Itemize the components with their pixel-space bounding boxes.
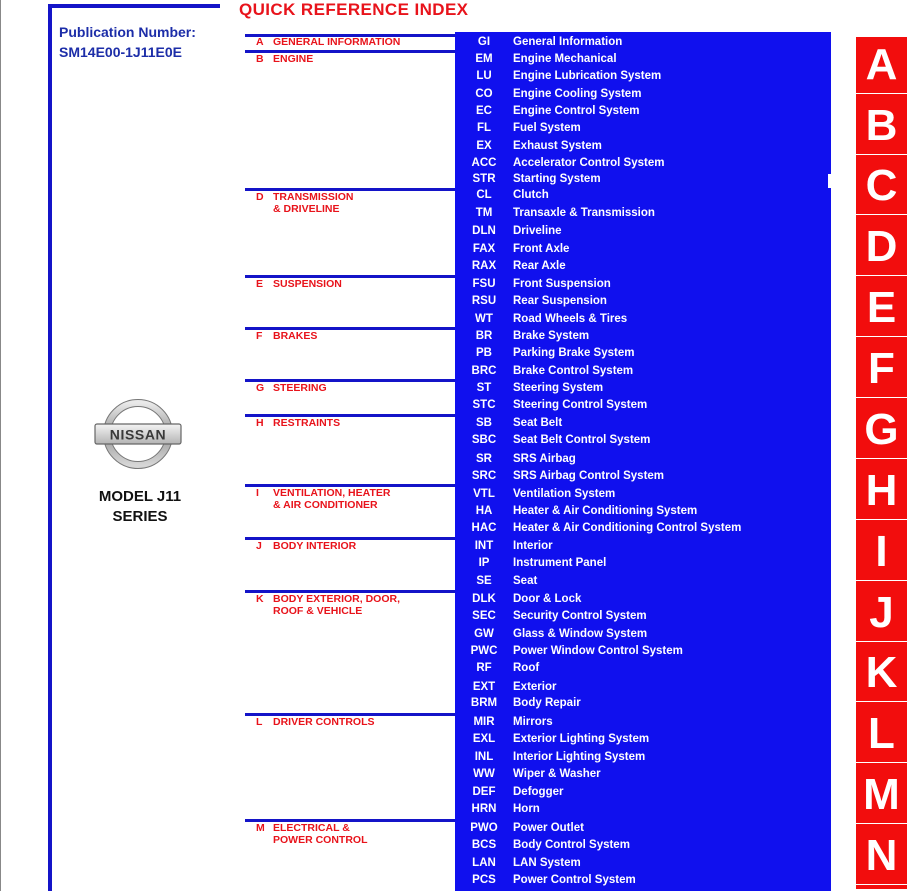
entry-name: Glass & Window System [513,628,648,640]
index-entry-exl[interactable] [455,731,831,748]
section-title-line: BRAKES [273,330,318,342]
index-entry-wt[interactable] [455,311,831,328]
entry-name: Engine Lubrication System [513,70,662,82]
section-letter: D [256,191,264,203]
index-entry-gw[interactable] [455,626,831,643]
entry-name: Security Control System [513,610,647,622]
entry-code: SRC [471,470,497,482]
entry-name: Brake System [513,330,590,342]
entry-code: FSU [472,278,496,290]
section-title-line: GENERAL INFORMATION [273,36,401,48]
entry-code: EXL [472,733,496,745]
index-entry-lu[interactable] [455,68,831,85]
index-entry-bcs[interactable] [455,837,831,854]
index-entry-dlk[interactable] [455,591,831,608]
entry-code: RSU [471,295,497,307]
entry-code: STR [472,173,496,185]
index-entry-sec[interactable] [455,608,831,625]
index-entry-acc[interactable] [455,155,831,172]
entry-code: SB [476,417,492,429]
entry-name: Wiper & Washer [513,768,601,780]
section-letter: I [256,487,259,499]
index-entry-vtl[interactable] [455,486,831,503]
index-entry-fax[interactable] [455,241,831,258]
entry-code: EXT [472,681,496,693]
panel-left-rule [48,4,52,891]
entry-name: Seat Belt [513,417,563,429]
index-entry-ec[interactable] [455,103,831,120]
entry-code: EC [476,105,492,117]
section-title-line: RESTRAINTS [273,417,341,429]
entry-code: HRN [471,803,497,815]
entry-name: Exhaust System [513,140,602,152]
section-label-l[interactable] [256,717,375,729]
entry-name: Transaxle & Transmission [513,207,655,219]
index-entry-lan[interactable] [455,855,831,872]
index-entry-ext[interactable] [455,679,831,696]
index-entry-cl[interactable] [455,187,831,204]
index-entry-brm[interactable] [455,695,831,712]
section-label-d[interactable] [256,192,354,215]
entry-name: Roof [513,662,540,674]
index-entry-sr[interactable] [455,451,831,468]
entry-name: Parking Brake System [513,347,635,359]
tab-f[interactable]: F [856,341,907,397]
tab-n[interactable]: N [856,828,907,884]
publication-number: SM14E00-1J11E0E [59,44,182,60]
section-label-i[interactable] [256,488,390,511]
entry-name: Rear Axle [513,260,566,272]
entry-code: WW [473,768,495,780]
index-entry-str[interactable] [455,171,831,188]
entry-name: Steering System [513,382,604,394]
entry-code: TM [475,207,493,219]
entry-code: GI [477,36,491,48]
entry-code: GW [474,628,494,640]
section-title-line: POWER CONTROL [273,833,368,846]
section-letter: A [256,36,264,48]
entry-name: SRS Airbag Control System [513,470,665,482]
tab-e[interactable]: E [856,280,907,336]
nissan-logo [93,399,183,469]
entry-code: PWO [470,822,498,834]
index-entry-se[interactable] [455,573,831,590]
section-label-a[interactable] [256,37,400,49]
section-label-m[interactable] [256,823,368,846]
entry-code: WT [475,313,493,325]
index-entry-tm[interactable] [455,205,831,222]
panel-top-rule [48,4,220,8]
section-label-k[interactable] [256,594,400,617]
entry-name: Mirrors [513,716,553,728]
index-entry-pwc[interactable] [455,643,831,660]
entry-code: INT [474,540,494,552]
publication-label: Publication Number: [59,24,196,40]
index-entry-br[interactable] [455,328,831,345]
entry-code: ST [476,382,492,394]
index-entry-dln[interactable] [455,223,831,240]
section-title-line: ELECTRICAL & [273,822,350,834]
index-entry-em[interactable] [455,51,831,68]
section-label-e[interactable] [256,279,342,291]
entry-code: DEF [472,786,496,798]
section-letter: G [256,382,265,394]
tab-h[interactable]: H [856,463,907,519]
entry-name: Rear Suspension [513,295,607,307]
index-entry-rf[interactable] [455,660,831,677]
entry-code: PCS [472,874,496,886]
entry-name: Body Repair [513,697,581,709]
index-entry-src[interactable] [455,468,831,485]
page-left-edge [0,0,1,891]
tab-m[interactable]: M [856,767,907,823]
index-entry-rax[interactable] [455,258,831,275]
entry-code: BCS [471,839,497,851]
section-letter: H [256,417,264,429]
section-title-line: ROOF & VEHICLE [273,604,363,617]
entry-name: Engine Cooling System [513,88,642,100]
index-entry-hac[interactable] [455,520,831,537]
section-title-line: BODY EXTERIOR, DOOR, [273,593,400,605]
index-entry-pwo[interactable] [455,820,831,837]
section-letter: M [256,822,265,834]
index-entry-ww[interactable] [455,766,831,783]
section-title-line: & AIR CONDITIONER [273,498,378,511]
tab-j[interactable]: J [856,585,907,641]
tab-b[interactable]: B [856,98,907,154]
section-title-line: DRIVER CONTROLS [273,716,375,728]
index-entry-ha[interactable] [455,503,831,520]
entry-name: Body Control System [513,839,630,851]
tab-underline [856,885,907,889]
entry-name: Brake Control System [513,365,634,377]
entry-name: Fuel System [513,122,581,134]
entry-code: SE [476,575,492,587]
entry-name: Starting System [513,173,601,185]
index-entry-fl[interactable] [455,120,831,137]
entry-name: Road Wheels & Tires [513,313,628,325]
entry-name: Heater & Air Conditioning System [513,505,698,517]
section-letter: L [256,716,263,728]
section-letter: E [256,278,264,290]
index-entry-fsu[interactable] [455,276,831,293]
tab-i[interactable]: I [856,524,907,580]
tab-l[interactable]: L [856,706,907,762]
section-title-line: BODY INTERIOR [273,540,357,552]
entry-name: Clutch [513,189,549,201]
entry-code: RF [476,662,492,674]
entry-code: RAX [471,260,497,272]
entry-name: Driveline [513,225,562,237]
model-label: MODEL J11 SERIES [98,488,182,525]
tab-g[interactable]: G [856,402,907,458]
entry-code: SR [476,453,492,465]
index-entry-hrn[interactable] [455,801,831,818]
entry-name: Exterior Lighting System [513,733,650,745]
entry-code: BRC [471,365,497,377]
entry-name: Steering Control System [513,399,648,411]
section-label-b[interactable] [256,54,313,66]
entry-code: LU [476,70,492,82]
entry-name: Power Window Control System [513,645,683,657]
entry-code: FL [476,122,492,134]
entry-code: PWC [470,645,498,657]
section-title-line: & DRIVELINE [273,202,340,215]
section-label-j[interactable] [256,541,356,553]
section-title-line: VENTILATION, HEATER [273,487,391,499]
entry-name: Interior Lighting System [513,751,646,763]
entry-code: LAN [472,857,496,869]
entry-name: Power Outlet [513,822,584,834]
entry-name: Seat Belt Control System [513,434,651,446]
index-entry-sbc[interactable] [455,432,831,449]
section-title-line: TRANSMISSION [273,191,354,203]
entry-name: Instrument Panel [513,557,607,569]
tab-k[interactable]: K [856,645,907,701]
section-letter: F [256,330,263,342]
index-entry-ip[interactable] [455,555,831,572]
entry-code: FAX [472,243,496,255]
index-entry-gi[interactable] [455,34,831,51]
entry-code: DLK [472,593,496,605]
entry-code: ACC [471,157,497,169]
section-title-line: STEERING [273,382,327,394]
logo-text: NISSAN [109,426,167,443]
entry-name: Exterior [513,681,557,693]
entry-name: Power Control System [513,874,636,886]
tab-c[interactable]: C [856,158,907,214]
index-entry-int[interactable] [455,538,831,555]
entry-code: HA [475,505,493,517]
index-entry-def[interactable] [455,784,831,801]
entry-code: BRM [470,697,498,709]
entry-name: Accelerator Control System [513,157,665,169]
index-entry-mir[interactable] [455,714,831,731]
entry-code: CL [476,189,492,201]
entry-name: General Information [513,36,623,48]
entry-code: MIR [473,716,495,728]
entry-code: EX [476,140,492,152]
entry-name: Front Suspension [513,278,611,290]
entry-name: Engine Mechanical [513,53,617,65]
entry-code: EM [475,53,493,65]
index-entry-co[interactable] [455,86,831,103]
entry-name: SRS Airbag [513,453,576,465]
index-entry-inl[interactable] [455,749,831,766]
entry-code: HAC [471,522,497,534]
entry-code: CO [475,88,493,100]
entry-name: LAN System [513,857,581,869]
tab-d[interactable]: D [856,219,907,275]
entry-name: Engine Control System [513,105,640,117]
section-title-line: SUSPENSION [273,278,342,290]
entry-name: Front Axle [513,243,570,255]
entry-name: Interior [513,540,553,552]
entry-code: SEC [472,610,496,622]
index-entry-pb[interactable] [455,345,831,362]
index-entry-sb[interactable] [455,415,831,432]
entry-name: Ventilation System [513,488,616,500]
index-entry-brc[interactable] [455,363,831,380]
section-letter: B [256,53,264,65]
index-entry-st[interactable] [455,380,831,397]
entry-code: INL [474,751,494,763]
section-title-line: ENGINE [273,53,314,65]
entry-code: VTL [473,488,495,500]
index-entry-rsu[interactable] [455,293,831,310]
entry-code: STC [472,399,496,411]
index-entry-pcs[interactable] [455,872,831,889]
section-label-h[interactable] [256,418,340,430]
entry-name: Defogger [513,786,564,798]
page-title: QUICK REFERENCE INDEX [239,0,469,19]
entry-code: DLN [472,225,496,237]
section-letter: J [256,540,262,552]
index-entry-stc[interactable] [455,397,831,414]
entry-code: PB [476,347,492,359]
index-entry-ex[interactable] [455,138,831,155]
entry-code: BR [475,330,493,342]
entry-name: Door & Lock [513,593,582,605]
section-label-f[interactable] [256,331,317,343]
entry-code: SBC [471,434,497,446]
entry-code: IP [478,557,490,569]
entry-name: Seat [513,575,538,587]
entry-name: Heater & Air Conditioning Control System [513,522,742,534]
entry-name: Horn [513,803,540,815]
section-label-g[interactable] [256,383,327,395]
section-letter: K [256,593,264,605]
tab-a[interactable]: A [856,37,907,93]
